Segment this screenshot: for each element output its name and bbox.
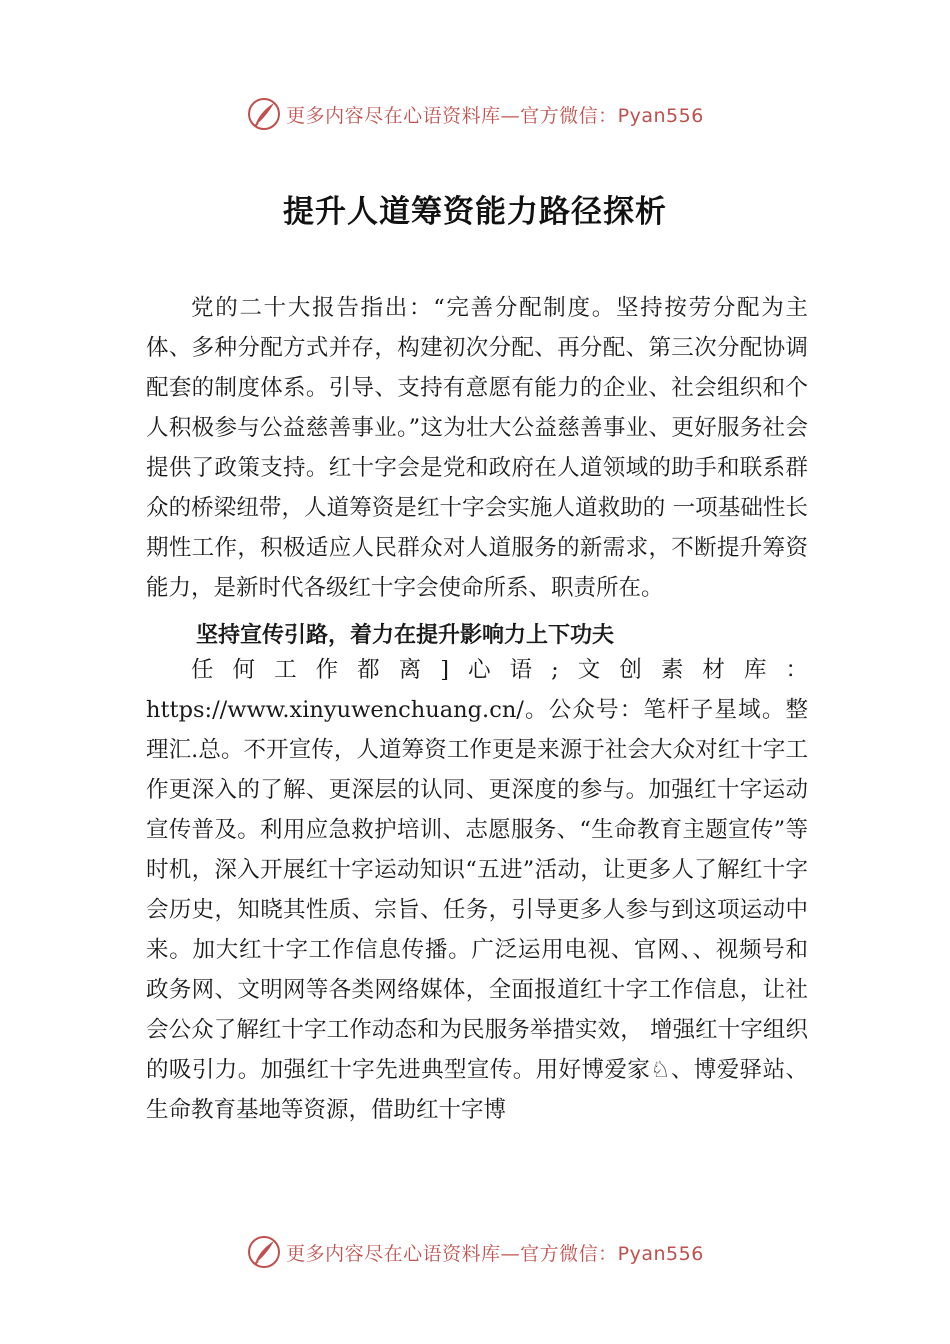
quill-pen-logo-icon	[246, 1234, 282, 1270]
banner-text	[286, 1239, 704, 1266]
body-paragraph: 党的二十大报告指出：“完善分配制度。坚持按劳分配为主体、多种分配方式并存，构建初次分配、再分配、第三次分配协调配套的制度体系。引导、支持有意愿有能力的企业、社会组织和个人积极参与公益慈善事业。”这为壮大公益慈善事业、更好服务社会提供了政策支持。红十字会是党和政府在人道领域的助手和联系群众的桥梁纽带，人道筹资是红十字会实施人道救助的 一项基础性长期性工作，积极适应人民群众对人道服务的新需求，不断提升筹资能力，是新时代各级红十字会使命所系、职责所在。	[146, 295, 808, 601]
banner-wechat-id: Pyan556	[617, 104, 704, 127]
document-title: 提升人道筹资能力路径探析	[283, 194, 667, 230]
footer-banner	[0, 1232, 950, 1272]
header-banner	[0, 94, 950, 134]
quill-pen-logo-icon	[246, 96, 282, 132]
banner-text	[286, 101, 704, 128]
section-heading: 坚持宣传引路，着力在提升影响力上下功夫	[196, 623, 615, 648]
body-paragraph: 任何工作都离]心语;文创素材库：https://www.xinyuwenchuang.cn/。公众号：笔杆子星域。整理汇.总。不开宣传，人道筹资工作更是来源于社会大众对红十字工作更深入的了解、更深层的认同、更深度的参与。加强红十字运动宣传普及。利用应急救护培训、志愿服务、“生命教育主题宣传”等时机，深入开展红十字运动知识“五进”活动，让更多人了解红十字会历史，知晓其性质、宗旨、任务，引导更多人参与到这项运动中来。加大红十字工作信息传播。广泛运用电视、官网、、视频号和政务网、文明网等各类网络媒体，全面报道红十字工作信息，让社会公众了解红十字工作动态和为民服务举措实效， 增强红十字组织的吸引力。加强红十字先进典型宣传。用好博爱家♘、博爱驿站、生命教育基地等资源，借助红十字博	[146, 657, 808, 1123]
document-body	[146, 288, 808, 1130]
banner-slogan: 更多内容尽在心语资料库—官方微信：	[286, 1242, 618, 1265]
banner-slogan: 更多内容尽在心语资料库—官方微信：	[286, 104, 618, 127]
banner-wechat-id: Pyan556	[617, 1242, 704, 1265]
